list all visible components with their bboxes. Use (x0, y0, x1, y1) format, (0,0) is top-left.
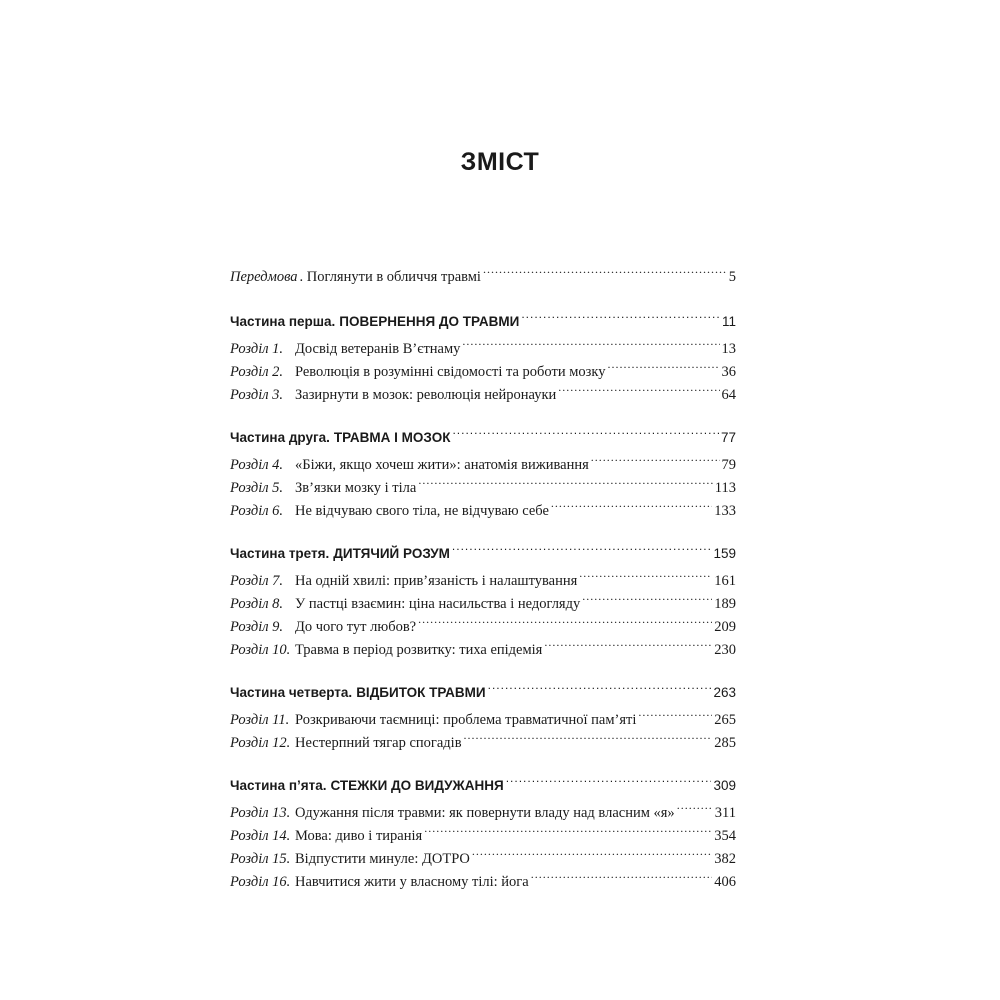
page-number: 113 (714, 480, 736, 496)
part-title: СТЕЖКИ ДО ВИДУЖАННЯ (330, 778, 504, 793)
page-number: 189 (714, 596, 736, 612)
leader-dots (424, 817, 712, 840)
chapter-label: Розділ 4. (230, 457, 284, 473)
page-number: 209 (714, 619, 736, 635)
part-title: ПОВЕРНЕННЯ ДО ТРАВМИ (339, 314, 520, 329)
chapter-label: Розділ 11. (230, 712, 290, 728)
chapter-label: Розділ 13. (230, 805, 291, 821)
chapter-label: Розділ 9. (230, 619, 284, 635)
chapter-label: Розділ 5. (230, 480, 284, 496)
toc-part-group (230, 674, 736, 751)
leader-dots (579, 562, 712, 585)
page-number: 13 (721, 341, 736, 357)
chapter-title: У пастці взаємин: ціна насильства і недогляду (295, 596, 581, 612)
toc-entry-part (230, 535, 736, 561)
chapter-title: Відпустити минуле: ДОТРО (295, 851, 470, 867)
chapter-title: Навчитися жити у власному тілі: йога (295, 874, 529, 890)
page-number: 354 (714, 828, 736, 844)
leader-dots (521, 303, 720, 326)
leader-dots (452, 535, 712, 558)
page-number: 11 (721, 314, 736, 329)
toc-entry-preface (230, 258, 736, 285)
leader-dots (677, 794, 713, 817)
toc-entry-chapter (230, 446, 736, 473)
chapter-label: Розділ 2. (230, 364, 284, 380)
toc-entry-part (230, 303, 736, 329)
part-label: Частина третя. (230, 546, 330, 561)
toc-part-group (230, 303, 736, 403)
preface-label: Передмова (230, 269, 298, 285)
page-number: 382 (714, 851, 736, 867)
leader-dots (607, 353, 719, 376)
chapter-title: На одній хвилі: прив’язаність і налаштування (295, 573, 578, 589)
page-number: 79 (721, 457, 736, 473)
page-number: 406 (714, 874, 736, 890)
chapter-label: Розділ 10. (230, 642, 291, 658)
leader-dots (418, 608, 712, 631)
toc-part-group (230, 767, 736, 890)
page-number: 133 (714, 503, 736, 519)
chapter-title: Травма в період розвитку: тиха епідемія (295, 642, 543, 658)
part-label: Частина п’ята. (230, 778, 327, 793)
page-number: 159 (713, 546, 736, 561)
chapter-title: Зазирнути в мозок: революція нейронауки (295, 387, 557, 403)
chapter-label: Розділ 7. (230, 573, 284, 589)
leader-dots (638, 701, 712, 724)
toc-part-group (230, 535, 736, 658)
page-number: 263 (713, 685, 736, 700)
parts-list (230, 303, 736, 890)
page-number: 64 (721, 387, 736, 403)
page-title: ЗМІСТ (460, 148, 540, 176)
chapter-label: Розділ 15. (230, 851, 291, 867)
preface-title: . Поглянути в обличчя травмі (299, 269, 481, 285)
chapter-title: Розкриваючи таємниці: проблема травматичної пам’яті (295, 712, 637, 728)
toc-entry-chapter (230, 794, 736, 821)
chapter-label: Розділ 14. (230, 828, 291, 844)
leader-dots (488, 674, 712, 697)
chapter-label: Розділ 12. (230, 735, 291, 751)
leader-dots (558, 376, 719, 399)
chapter-title: Зв’язки мозку і тіла (295, 480, 417, 496)
toc-entry-part (230, 419, 736, 445)
page-number: 5 (728, 269, 736, 285)
toc-entry-chapter (230, 701, 736, 728)
toc-part-group (230, 419, 736, 519)
leader-dots (418, 469, 712, 492)
table-of-contents (230, 258, 736, 906)
part-title: ВІДБИТОК ТРАВМИ (356, 685, 486, 700)
leader-dots (464, 724, 713, 747)
chapter-title: Досвід ветеранів В’єтнаму (295, 341, 461, 357)
leader-dots (531, 863, 713, 886)
part-label: Частина перша. (230, 314, 336, 329)
leader-dots (544, 631, 712, 654)
chapter-label: Розділ 1. (230, 341, 284, 357)
page-number: 230 (714, 642, 736, 658)
page-number: 309 (713, 778, 736, 793)
toc-entry-part (230, 674, 736, 700)
chapter-title: Нестерпний тягар спогадів (295, 735, 462, 751)
chapter-title: Революція в розумінні свідомості та роботи мозку (295, 364, 606, 380)
chapter-label: Розділ 8. (230, 596, 284, 612)
leader-dots (591, 446, 720, 469)
leader-dots (551, 492, 712, 515)
part-label: Частина друга. (230, 430, 330, 445)
chapter-title: До чого тут любов? (295, 619, 417, 635)
leader-dots (582, 585, 712, 608)
chapter-title: Мова: диво і тиранія (295, 828, 423, 844)
page-number: 161 (714, 573, 736, 589)
page-number: 285 (714, 735, 736, 751)
leader-dots (472, 840, 712, 863)
toc-entry-part (230, 767, 736, 793)
part-label: Частина четверта. (230, 685, 353, 700)
chapter-label: Розділ 16. (230, 874, 291, 890)
page-number: 265 (714, 712, 736, 728)
page-number: 311 (714, 805, 736, 821)
page-number: 36 (721, 364, 736, 380)
toc-entry-chapter (230, 330, 736, 357)
chapter-title: Одужання після травми: як повернути владу над власним «я» (295, 805, 675, 821)
leader-dots (452, 419, 719, 442)
page-number: 77 (720, 430, 736, 445)
chapter-title: «Біжи, якщо хочеш жити»: анатомія виживання (295, 457, 589, 473)
chapter-title: Не відчуваю свого тіла, не відчуваю себе (295, 503, 549, 519)
chapter-label: Розділ 3. (230, 387, 284, 403)
leader-dots (462, 330, 719, 353)
leader-dots (506, 767, 712, 790)
part-title: ТРАВМА І МОЗОК (333, 430, 451, 445)
toc-entry-chapter (230, 562, 736, 589)
chapter-label: Розділ 6. (230, 503, 284, 519)
part-title: ДИТЯЧИЙ РОЗУМ (333, 546, 450, 561)
leader-dots (483, 258, 727, 281)
